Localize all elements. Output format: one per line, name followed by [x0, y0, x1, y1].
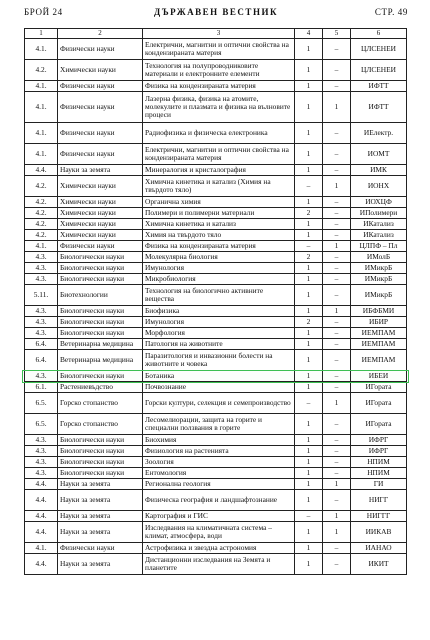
table-cell: ИГората [351, 414, 407, 435]
table-row [25, 414, 407, 435]
table-row-highlighted [25, 371, 407, 382]
table-cell: Регионална геология [143, 479, 295, 490]
table-cell: Химически науки [58, 60, 143, 81]
table-cell: – [323, 468, 351, 479]
column-header: 6 [351, 29, 407, 39]
table-row [25, 306, 407, 317]
table-row [25, 339, 407, 350]
table-cell: ИОМТ [351, 144, 407, 165]
table-cell: – [323, 123, 351, 144]
table-row [25, 144, 407, 165]
table-row [25, 457, 407, 468]
table-row [25, 123, 407, 144]
table-row [25, 285, 407, 306]
table-cell: Биологически науки [58, 435, 143, 446]
table-row [25, 176, 407, 197]
table-cell: – [323, 339, 351, 350]
table-cell: – [295, 241, 323, 252]
table-cell: ИМолБ [351, 252, 407, 263]
table-cell: 4.3. [25, 252, 58, 263]
table-cell: Имунология [143, 317, 295, 328]
table-cell: ГИ [351, 479, 407, 490]
table-row [25, 263, 407, 274]
table-cell: 1 [295, 382, 323, 393]
table-cell: ИФРГ [351, 446, 407, 457]
table-cell: ИОНХ [351, 176, 407, 197]
table-cell: Лесомелиорации, защита на горите и специални ползвания в горите [143, 414, 295, 435]
table-cell: – [323, 328, 351, 339]
column-header: 5 [323, 29, 351, 39]
table-row [25, 60, 407, 81]
table-cell: 6.5. [25, 414, 58, 435]
table-cell: 4.2. [25, 176, 58, 197]
table-cell: – [323, 165, 351, 176]
table-row [25, 479, 407, 490]
table-cell: Биологически науки [58, 371, 143, 382]
table-cell: – [323, 317, 351, 328]
table-row [25, 92, 407, 123]
table-cell: 1 [295, 446, 323, 457]
table-cell: 1 [295, 468, 323, 479]
table-cell: Физиология на растенията [143, 446, 295, 457]
table-cell: ИГората [351, 382, 407, 393]
table-header-row [25, 29, 407, 39]
table-cell: 4.2. [25, 60, 58, 81]
table-cell: ИГората [351, 393, 407, 414]
table-cell: 4.4. [25, 554, 58, 575]
table-cell: Физическа география и ландшафтознание [143, 490, 295, 511]
table-cell: 1 [295, 339, 323, 350]
table-cell: 1 [295, 123, 323, 144]
table-cell: ИБФБМИ [351, 306, 407, 317]
table-row [25, 328, 407, 339]
table-row [25, 208, 407, 219]
table-cell: 4.4. [25, 479, 58, 490]
table-cell: ИФТТ [351, 92, 407, 123]
table-cell: – [323, 543, 351, 554]
table-cell: 2 [295, 317, 323, 328]
table-cell: 1 [323, 511, 351, 522]
table-cell: – [323, 263, 351, 274]
table-cell: 1 [295, 165, 323, 176]
table-cell: 6.4. [25, 350, 58, 371]
table-row [25, 219, 407, 230]
table-cell: Биологически науки [58, 317, 143, 328]
table-row [25, 554, 407, 575]
table-cell: – [295, 393, 323, 414]
table-cell: ИМК [351, 165, 407, 176]
table-cell: 6.5. [25, 393, 58, 414]
table-cell: 1 [295, 543, 323, 554]
table-cell: 4.3. [25, 263, 58, 274]
table-cell: 1 [295, 435, 323, 446]
column-header: 2 [58, 29, 143, 39]
table-cell: ИКатализ [351, 230, 407, 241]
table-cell: Ботаника [143, 371, 295, 382]
table-cell: 1 [295, 350, 323, 371]
table-cell: ИИКАВ [351, 522, 407, 543]
table-cell: 4.1. [25, 123, 58, 144]
table-cell: 2 [295, 208, 323, 219]
table-cell: – [323, 39, 351, 60]
table-cell: НИГГГ [351, 511, 407, 522]
table-cell: Технология на биологично активните вещества [143, 285, 295, 306]
table-row [25, 81, 407, 92]
table-cell: Биологически науки [58, 457, 143, 468]
table-cell: Химически науки [58, 208, 143, 219]
table-cell: ИАНАО [351, 543, 407, 554]
table-cell: Биофизика [143, 306, 295, 317]
table-cell: – [323, 382, 351, 393]
table-cell: 1 [295, 522, 323, 543]
table-cell: ИЕМПАМ [351, 339, 407, 350]
table-row [25, 317, 407, 328]
table-cell: 6.1. [25, 382, 58, 393]
table-cell: 2 [295, 252, 323, 263]
table-cell: НПИМ [351, 468, 407, 479]
table-cell: Науки за земята [58, 511, 143, 522]
table-cell: Почвознание [143, 382, 295, 393]
table-cell: ИБИР [351, 317, 407, 328]
table-cell: – [323, 554, 351, 575]
table-cell: Физика на кондензираната материя [143, 241, 295, 252]
table-row [25, 446, 407, 457]
table-cell: ИФРГ [351, 435, 407, 446]
table-cell: Ветеринарна медицина [58, 350, 143, 371]
table-cell: ИКИТ [351, 554, 407, 575]
table-cell: Растениевъдство [58, 382, 143, 393]
table-cell: ИМикрБ [351, 285, 407, 306]
table-row [25, 543, 407, 554]
table-cell: 4.1. [25, 144, 58, 165]
table-cell: 1 [295, 263, 323, 274]
table-cell: Биологически науки [58, 468, 143, 479]
table-cell: 1 [295, 328, 323, 339]
table-cell: – [323, 285, 351, 306]
table-cell: 1 [295, 285, 323, 306]
table-cell: ИОХЦФ [351, 197, 407, 208]
table-cell: 6.4. [25, 339, 58, 350]
table-cell: 1 [295, 554, 323, 575]
table-cell: 1 [295, 39, 323, 60]
table-cell: – [323, 60, 351, 81]
table-cell: Радиофизика и физическа електроника [143, 123, 295, 144]
table-cell: ИФТТ [351, 81, 407, 92]
table-cell: Полимери и полимерни материали [143, 208, 295, 219]
table-cell: – [323, 457, 351, 468]
table-cell: НИГГ [351, 490, 407, 511]
table-row [25, 468, 407, 479]
table-cell: Органична химия [143, 197, 295, 208]
table-cell: ИМикрБ [351, 263, 407, 274]
table-cell: 1 [295, 371, 323, 382]
table-cell: 4.3. [25, 457, 58, 468]
table-cell: 1 [295, 414, 323, 435]
table-cell: – [323, 414, 351, 435]
table-cell: Биологически науки [58, 274, 143, 285]
table-cell: 1 [295, 490, 323, 511]
table-cell: Биологически науки [58, 263, 143, 274]
table-cell: 1 [323, 479, 351, 490]
table-cell: 4.1. [25, 92, 58, 123]
table-cell: Биологически науки [58, 328, 143, 339]
table-cell: 4.2. [25, 219, 58, 230]
newspaper-title: ДЪРЖАВЕН ВЕСТНИК [154, 7, 278, 17]
table-cell: Науки за земята [58, 522, 143, 543]
table-row [25, 382, 407, 393]
table-cell: – [323, 219, 351, 230]
table-cell: – [323, 371, 351, 382]
table-cell: 4.3. [25, 371, 58, 382]
table-cell: 1 [295, 219, 323, 230]
table-cell: ИЕлектр. [351, 123, 407, 144]
table-cell: ЦЛПФ – Пл [351, 241, 407, 252]
table-cell: 4.1. [25, 241, 58, 252]
table-row [25, 197, 407, 208]
table-cell: 1 [295, 197, 323, 208]
table-cell: Физически науки [58, 92, 143, 123]
table-cell: 1 [323, 241, 351, 252]
table-cell: 1 [295, 92, 323, 123]
table-cell: ИМикрБ [351, 274, 407, 285]
table-cell: Зоология [143, 457, 295, 468]
table-cell: Химична кинетика и катализ [143, 219, 295, 230]
table-cell: Картография и ГИС [143, 511, 295, 522]
table-cell: Физически науки [58, 123, 143, 144]
table-cell: Науки за земята [58, 165, 143, 176]
table-cell: 1 [323, 522, 351, 543]
table-cell: Физически науки [58, 81, 143, 92]
table-row [25, 39, 407, 60]
issue-number: БРОЙ 24 [24, 7, 63, 17]
table-cell: 1 [295, 274, 323, 285]
table-cell: Физически науки [58, 241, 143, 252]
table-body [25, 39, 407, 575]
table-cell: Физически науки [58, 39, 143, 60]
table-cell: Биохимия [143, 435, 295, 446]
table-cell: 4.3. [25, 446, 58, 457]
table-row [25, 490, 407, 511]
column-header: 4 [295, 29, 323, 39]
column-header: 1 [25, 29, 58, 39]
table-cell: – [323, 197, 351, 208]
table-cell: Химически науки [58, 230, 143, 241]
table-cell: Химически науки [58, 219, 143, 230]
table-cell: 1 [295, 457, 323, 468]
table-cell: Биологически науки [58, 446, 143, 457]
table-row [25, 274, 407, 285]
table-cell: 1 [323, 393, 351, 414]
table-cell: Имунология [143, 263, 295, 274]
table-cell: Науки за земята [58, 479, 143, 490]
table-cell: 4.2. [25, 230, 58, 241]
table-cell: 4.3. [25, 468, 58, 479]
table-cell: Физика на кондензираната материя [143, 81, 295, 92]
table-cell: 1 [295, 81, 323, 92]
table-cell: Науки за земята [58, 490, 143, 511]
page-number: СТР. 49 [374, 7, 408, 17]
table-cell: – [295, 511, 323, 522]
table-cell: – [323, 490, 351, 511]
table-cell: Химична кинетика и катализ (Химия на твърдото тяло) [143, 176, 295, 197]
table-cell: ЦЛСЕНЕИ [351, 60, 407, 81]
table-cell: – [323, 446, 351, 457]
table-cell: 4.2. [25, 197, 58, 208]
table-cell: 1 [323, 176, 351, 197]
table-cell: Горски култури, селекция и семепроизводство [143, 393, 295, 414]
table-cell: 4.2. [25, 208, 58, 219]
table-cell: – [323, 144, 351, 165]
table-cell: Микробиология [143, 274, 295, 285]
table-cell: 4.4. [25, 511, 58, 522]
table-cell: Горско стопанство [58, 414, 143, 435]
table-cell: – [323, 350, 351, 371]
table-cell: Изследвания на климатичната система – климат, атмосфера, води [143, 522, 295, 543]
table-cell: 4.3. [25, 317, 58, 328]
table-cell: Патология на животните [143, 339, 295, 350]
table-cell: 4.1. [25, 543, 58, 554]
table-row [25, 350, 407, 371]
table-cell: – [323, 208, 351, 219]
table-cell: ИЕМПАМ [351, 350, 407, 371]
table-cell: 1 [295, 306, 323, 317]
page-header [24, 7, 408, 21]
table-row [25, 241, 407, 252]
table-row [25, 393, 407, 414]
table-cell: 1 [295, 479, 323, 490]
table-cell: Електрични, магнитни и оптични свойства на кондензираната материя [143, 39, 295, 60]
table-cell: Електрични, магнитни и оптични свойства на кондензираната материя [143, 144, 295, 165]
table-cell: 4.4. [25, 165, 58, 176]
table-cell: Астрофизика и звездна астрономия [143, 543, 295, 554]
table-cell: 1 [295, 230, 323, 241]
table-cell: 4.3. [25, 328, 58, 339]
table-cell: Науки за земята [58, 554, 143, 575]
table-cell: 1 [323, 92, 351, 123]
table-cell: ИБЕИ [351, 371, 407, 382]
table-cell: ИЕМПАМ [351, 328, 407, 339]
table-cell: Горско стопанство [58, 393, 143, 414]
table-cell: Молекулярна биология [143, 252, 295, 263]
table-cell: Биологически науки [58, 306, 143, 317]
table-cell: Минералогия и кристалография [143, 165, 295, 176]
table-cell: Физически науки [58, 543, 143, 554]
table-cell: ЦЛСЕНЕИ [351, 39, 407, 60]
table-cell: 1 [323, 306, 351, 317]
table-cell: 4.4. [25, 522, 58, 543]
table-cell: ИПолимери [351, 208, 407, 219]
table-cell: – [295, 176, 323, 197]
table-row [25, 522, 407, 543]
table-cell: Дистанционни изследвания на Земята и планетите [143, 554, 295, 575]
table-cell: 4.3. [25, 306, 58, 317]
table-cell: Химически науки [58, 176, 143, 197]
table-cell: – [323, 252, 351, 263]
table-cell: Биологически науки [58, 252, 143, 263]
table-row [25, 435, 407, 446]
table-cell: Лазерна физика, физика на атомите, молекулите и плазмата и физика на вълновите процеси [143, 92, 295, 123]
table-cell: 5.11. [25, 285, 58, 306]
table-cell: ИКатализ [351, 219, 407, 230]
table-cell: Технология на полупроводниковите материали и електронните елементи [143, 60, 295, 81]
table-cell: 4.1. [25, 81, 58, 92]
table-cell: 4.4. [25, 490, 58, 511]
table-cell: – [323, 274, 351, 285]
table-cell: 4.1. [25, 39, 58, 60]
column-header: 3 [143, 29, 295, 39]
table-cell: Химически науки [58, 197, 143, 208]
table-cell: – [323, 230, 351, 241]
table-cell: Ветеринарна медицина [58, 339, 143, 350]
table-row [25, 252, 407, 263]
table-row [25, 230, 407, 241]
table-cell: 4.3. [25, 274, 58, 285]
table-cell: Ентомология [143, 468, 295, 479]
table-cell: Паразитология и инвазионни болести на животните и човека [143, 350, 295, 371]
table-row [25, 511, 407, 522]
table-cell: НПИМ [351, 457, 407, 468]
table-cell: 1 [295, 60, 323, 81]
table-row [25, 165, 407, 176]
data-table [24, 28, 407, 575]
table-cell: – [323, 81, 351, 92]
table-cell: Физически науки [58, 144, 143, 165]
table-cell: Морфология [143, 328, 295, 339]
table-cell: 4.3. [25, 435, 58, 446]
table-cell: Биотехнологии [58, 285, 143, 306]
table-cell: 1 [295, 144, 323, 165]
table-cell: – [323, 435, 351, 446]
table-cell: Химия на твърдото тяло [143, 230, 295, 241]
